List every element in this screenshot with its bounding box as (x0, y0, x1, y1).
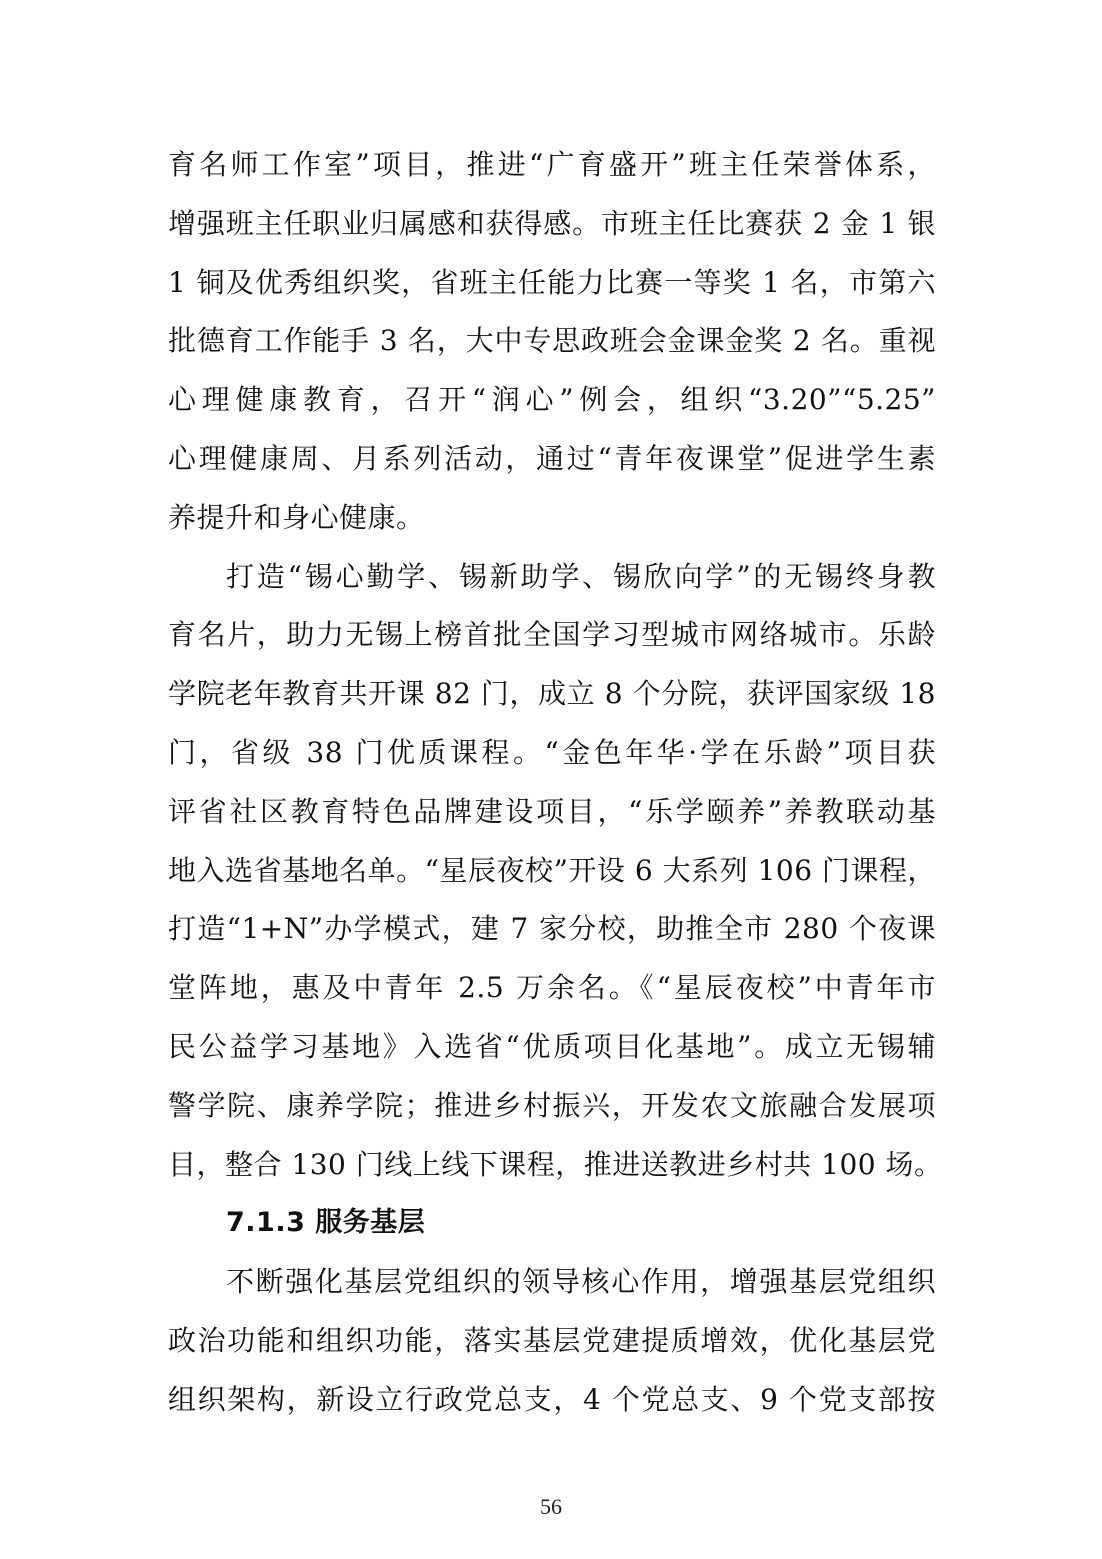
paragraph-line: 养提升和身心健康。 (168, 500, 425, 534)
paragraph-line: 评省社区教育特色品牌建设项目，“乐学颐养”养教联动基 (168, 794, 936, 828)
page-number: 56 (540, 1494, 562, 1519)
paragraph-line: 门，省级 38 门优质课程。“金色年华·学在乐龄”项目获 (168, 735, 936, 769)
paragraph-line: 打造“1+N”办学模式，建 7 家分校，助推全市 280 个夜课 (168, 912, 936, 946)
paragraph-line: 1 铜及优秀组织奖，省班主任能力比赛一等奖 1 名，市第六 (168, 265, 936, 299)
paragraph-line: 地入选省基地名单。“星辰夜校”开设 6 大系列 106 门课程， (168, 853, 936, 887)
paragraph-line: 育名师工作室”项目，推进“广育盛开”班主任荣誉体系， (168, 148, 936, 181)
paragraph-line: 心理健康周、月系列活动，通过“青年夜课堂”促进学生素 (168, 441, 936, 475)
paragraph-line: 堂阵地，惠及中青年 2.5 万余名。《“星辰夜校”中青年市 (168, 971, 936, 1005)
paragraph-line: 学院老年教育共开课 82 门，成立 8 个分院，获评国家级 18 (168, 677, 936, 711)
paragraph-line: 打造“锡心勤学、锡新助学、锡欣向学”的无锡终身教 (226, 559, 936, 593)
paragraph-line: 政治功能和组织功能，落实基层党建提质增效，优化基层党 (168, 1323, 936, 1357)
paragraph-line: 目，整合 130 门线上线下课程，推进送教进乡村共 100 场。 (168, 1147, 943, 1181)
section-heading: 7.1.3 服务基层 (226, 1207, 426, 1239)
paragraph-line: 不断强化基层党组织的领导核心作用，增强基层党组织 (226, 1265, 936, 1299)
paragraph-line: 心理健康教育，召开“润心”例会，组织“3.20”“5.25” (168, 383, 936, 417)
paragraph-line: 民公益学习基地》入选省“优质项目化基地”。成立无锡辅 (168, 1029, 936, 1063)
paragraph-line: 组织架构，新设立行政党总支，4 个党总支、9 个党支部按 (168, 1382, 936, 1416)
paragraph-line: 增强班主任职业归属感和获得感。市班主任比赛获 2 金 1 银 (168, 206, 936, 240)
body-text (168, 136, 943, 1430)
paragraph-line: 育名片，助力无锡上榜首批全国学习型城市网络城市。乐龄 (168, 618, 936, 652)
paragraph-line: 警学院、康养学院；推进乡村振兴，开发农文旅融合发展项 (168, 1088, 936, 1122)
paragraph-line: 批德育工作能手 3 名，大中专思政班会金课金奖 2 名。重视 (168, 324, 936, 358)
